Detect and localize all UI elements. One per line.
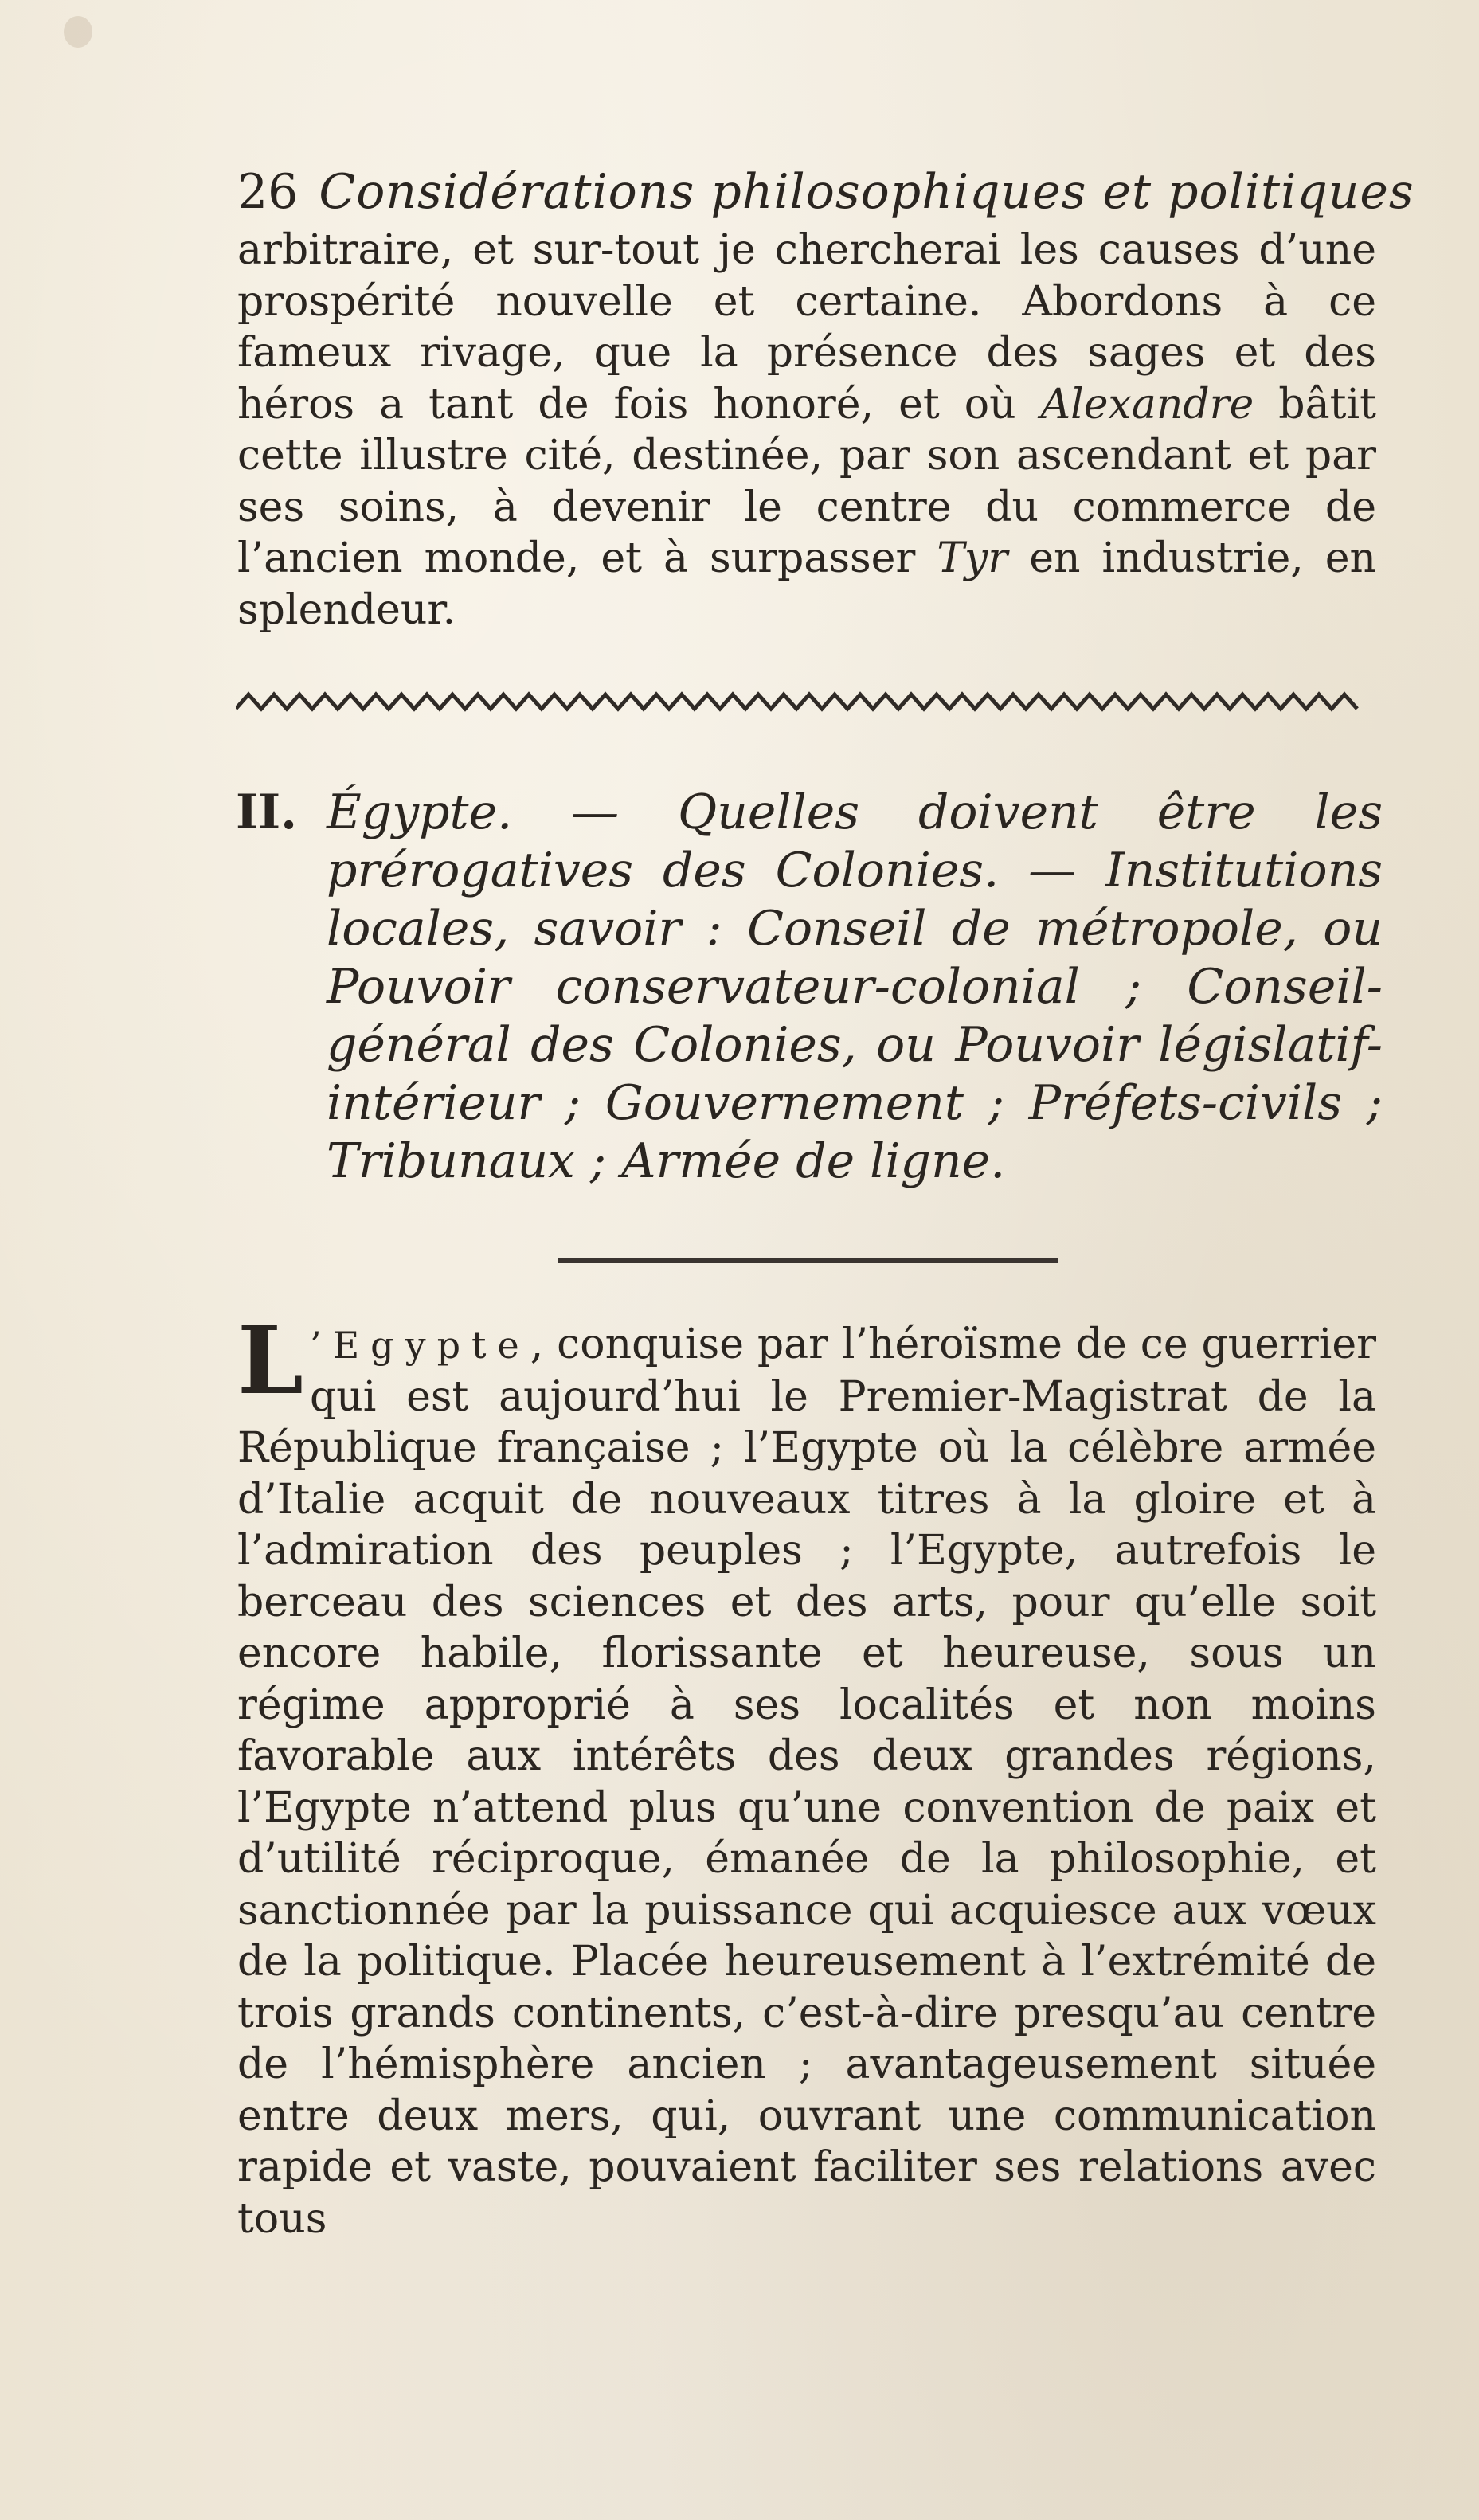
paragraph1-text-b: bâtit cette illustre cité, destinée, par son ascendant et par ses soins, à devenir le centre du commerce de l’ancien monde, et à surpasser (237, 380, 1377, 582)
paper-stain (64, 16, 92, 48)
name-tyr: Tyr (937, 534, 1008, 582)
page-number: 26 (237, 164, 299, 220)
paragraph1-text-c: en industrie, en splendeur. (237, 534, 1377, 634)
section-heading (236, 784, 1383, 1191)
section-number: II. (236, 785, 298, 840)
paragraph1-text-a: arbitraire, et sur-tout je chercherai les causes d’une prospérité nouvelle et certaine. Abordons à ce fameux rivage, que la présence des sages et des héros a tant de fois honoré, et où (237, 226, 1376, 428)
caps-word: ’Egypte (309, 1324, 530, 1367)
section-title: Égypte. — Quelles doivent être les prérogatives des Colonies. — Institutions locales, savoir : Conseil de métropole, ou Pouvoir conservateur-colonial ; Conseil-général des Colonies, ou Pouvoir législatif-intérieur ; Gouvernement ; Préfets-civils ; Tribunaux ; Armée de ligne. (327, 785, 1383, 1189)
running-header (237, 164, 1414, 220)
ornamental-zigzag-rule (236, 691, 1359, 712)
running-title: Considérations philosophiques et politiques (319, 164, 1414, 220)
horizontal-rule (558, 1258, 1058, 1263)
paragraph2-body: , conquise par l’héroïsme de ce guerrier qui est aujourd’hui le Premier-Magistrat de la République française ; l’Egypte où la célèbre armée d’Italie acquit de nouveaux titres à la gloire et à l’admiration des peuples ; l’Egypte, autrefois le berceau des sciences et des arts, pour qu’elle soit encore habile, florissante et heureuse, sous un régime approprié à ses localités et non moins favorable aux intérêts des deux grandes régions, l’Egypte n’attend plus qu’une convention de paix et d’utilité réciproque, émanée de la philosophie, et sanctionnée par la puissance qui acquiesce aux vœux de la politique. Placée heureusement à l’extrémité de trois grands continents, c’est-à-dire presqu’au centre de l’hémisphère ancien ; avantageusement située entre deux mers, qui, ouvrant une communication rapide et vaste, pouvaient faciliter ses relations avec tous (237, 1321, 1376, 2243)
drop-cap: L (237, 1305, 303, 1415)
name-alexandre: Alexandre (1040, 380, 1254, 428)
paragraph-egypt (237, 1305, 1376, 2244)
paragraph-continued (237, 225, 1376, 636)
